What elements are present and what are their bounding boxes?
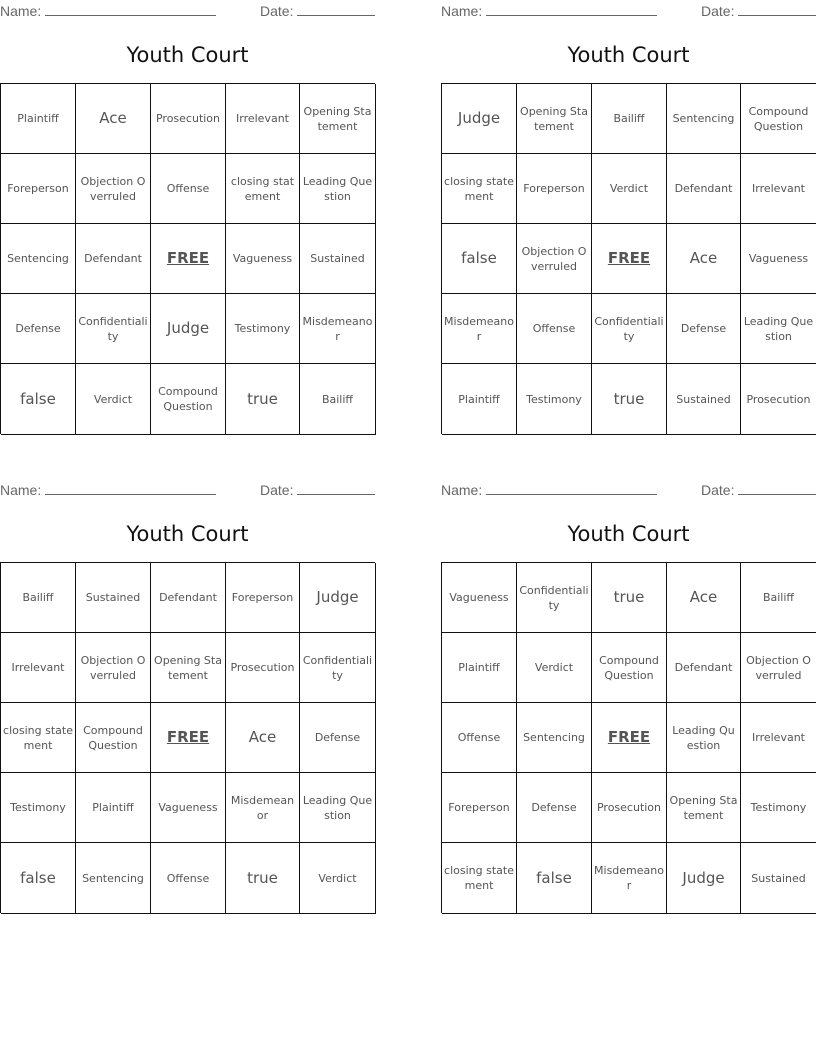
bingo-cell: Compound Question bbox=[741, 84, 816, 154]
free-space-cell: FREE bbox=[151, 703, 226, 773]
bingo-cell: Plaintiff bbox=[1, 84, 76, 154]
bingo-cell: Foreperson bbox=[226, 563, 300, 633]
bingo-cell: Plaintiff bbox=[442, 364, 517, 435]
bingo-cell: Leading Question bbox=[300, 154, 376, 224]
card-header bbox=[441, 0, 816, 22]
bingo-cell: Bailiff bbox=[592, 84, 667, 154]
bingo-cell: Leading Question bbox=[741, 294, 816, 364]
name-label: Name: bbox=[441, 3, 483, 19]
bingo-card-1 bbox=[0, 0, 375, 413]
bingo-cell: false bbox=[517, 843, 592, 914]
bingo-cell: Opening Statement bbox=[667, 773, 741, 843]
bingo-cell: Prosecution bbox=[226, 633, 300, 703]
name-blank-line bbox=[45, 480, 216, 495]
bingo-cell: Foreperson bbox=[1, 154, 76, 224]
bingo-cell: Vagueness bbox=[226, 224, 300, 294]
bingo-cell: Defendant bbox=[151, 563, 226, 633]
bingo-cell: Offense bbox=[517, 294, 592, 364]
bingo-cell: Confidentiality bbox=[592, 294, 667, 364]
bingo-cell: Verdict bbox=[592, 154, 667, 224]
bingo-cell: Sustained bbox=[741, 843, 816, 914]
bingo-cell: Sentencing bbox=[517, 703, 592, 773]
date-label: Date: bbox=[260, 482, 294, 498]
bingo-cell: false bbox=[1, 364, 76, 435]
free-space-cell: FREE bbox=[592, 703, 667, 773]
bingo-card-4 bbox=[441, 479, 816, 892]
bingo-cell: Offense bbox=[151, 154, 226, 224]
card-title: Youth Court bbox=[567, 43, 690, 67]
bingo-cell: Opening Statement bbox=[517, 84, 592, 154]
date-field bbox=[701, 0, 816, 22]
name-field bbox=[441, 0, 657, 22]
bingo-cell: Testimony bbox=[741, 773, 816, 843]
bingo-cell: Judge bbox=[667, 843, 741, 914]
card-header bbox=[0, 479, 375, 501]
bingo-cell: Plaintiff bbox=[76, 773, 151, 843]
bingo-cell: closing statement bbox=[442, 154, 517, 224]
bingo-cell: Irrelevant bbox=[226, 84, 300, 154]
bingo-cell: Objection Overruled bbox=[76, 633, 151, 703]
bingo-cell: Prosecution bbox=[592, 773, 667, 843]
card-header bbox=[0, 0, 375, 22]
bingo-cell: true bbox=[226, 364, 300, 435]
bingo-cell: Defendant bbox=[667, 633, 741, 703]
bingo-cell: false bbox=[442, 224, 517, 294]
bingo-cell: Offense bbox=[151, 843, 226, 914]
bingo-cell: Misdemeanor bbox=[442, 294, 517, 364]
bingo-cell: Compound Question bbox=[76, 703, 151, 773]
bingo-cell: Objection Overruled bbox=[76, 154, 151, 224]
card-title: Youth Court bbox=[567, 522, 690, 546]
bingo-cell: Defense bbox=[300, 703, 376, 773]
bingo-cell: Irrelevant bbox=[741, 154, 816, 224]
name-blank-line bbox=[45, 1, 216, 16]
card-title: Youth Court bbox=[126, 43, 249, 67]
bingo-cell: Confidentiality bbox=[76, 294, 151, 364]
date-field bbox=[701, 479, 816, 501]
bingo-cell: Judge bbox=[300, 563, 376, 633]
card-title: Youth Court bbox=[126, 522, 249, 546]
bingo-cell: Verdict bbox=[300, 843, 376, 914]
bingo-cell: Sentencing bbox=[667, 84, 741, 154]
bingo-cell: Compound Question bbox=[592, 633, 667, 703]
bingo-cell: Objection Overruled bbox=[517, 224, 592, 294]
bingo-cell: Prosecution bbox=[741, 364, 816, 435]
bingo-cell: Defense bbox=[667, 294, 741, 364]
bingo-cell: Opening Statement bbox=[300, 84, 376, 154]
bingo-cell: Ace bbox=[76, 84, 151, 154]
bingo-cell: Testimony bbox=[226, 294, 300, 364]
name-label: Name: bbox=[441, 482, 483, 498]
bingo-cell: Sentencing bbox=[1, 224, 76, 294]
card-header bbox=[441, 479, 816, 501]
bingo-cell: true bbox=[592, 364, 667, 435]
bingo-cell: Compound Question bbox=[151, 364, 226, 435]
bingo-cell: Bailiff bbox=[741, 563, 816, 633]
name-blank-line bbox=[486, 480, 657, 495]
bingo-cell: Misdemeanor bbox=[226, 773, 300, 843]
bingo-card-3 bbox=[0, 479, 375, 887]
bingo-cell: Verdict bbox=[76, 364, 151, 435]
bingo-cell: Defense bbox=[1, 294, 76, 364]
bingo-cell: Irrelevant bbox=[741, 703, 816, 773]
bingo-cell: Vagueness bbox=[442, 563, 517, 633]
bingo-card-2 bbox=[441, 0, 816, 408]
bingo-cell: Confidentiality bbox=[517, 563, 592, 633]
bingo-cell: Confidentiality bbox=[300, 633, 376, 703]
bingo-cell: Judge bbox=[151, 294, 226, 364]
date-blank-line bbox=[297, 480, 375, 495]
name-label: Name: bbox=[0, 482, 42, 498]
bingo-grid bbox=[0, 83, 375, 434]
bingo-cell: closing statement bbox=[442, 843, 517, 914]
date-blank-line bbox=[297, 1, 375, 16]
name-field bbox=[0, 0, 216, 22]
bingo-grid bbox=[441, 562, 816, 913]
name-blank-line bbox=[486, 1, 657, 16]
free-space-cell: FREE bbox=[592, 224, 667, 294]
bingo-cell: Vagueness bbox=[151, 773, 226, 843]
bingo-cell: Ace bbox=[667, 563, 741, 633]
bingo-cell: Defendant bbox=[667, 154, 741, 224]
bingo-cell: Foreperson bbox=[517, 154, 592, 224]
bingo-cell: Prosecution bbox=[151, 84, 226, 154]
bingo-cell: Plaintiff bbox=[442, 633, 517, 703]
bingo-cell: Testimony bbox=[1, 773, 76, 843]
date-label: Date: bbox=[260, 3, 294, 19]
bingo-cell: Objection Overruled bbox=[741, 633, 816, 703]
bingo-cell: Opening Statement bbox=[151, 633, 226, 703]
bingo-cell: Misdemeanor bbox=[300, 294, 376, 364]
bingo-cell: Vagueness bbox=[741, 224, 816, 294]
bingo-cell: Ace bbox=[667, 224, 741, 294]
bingo-cell: Defendant bbox=[76, 224, 151, 294]
date-field bbox=[260, 0, 375, 22]
name-field bbox=[0, 479, 216, 501]
date-label: Date: bbox=[701, 482, 735, 498]
bingo-grid bbox=[441, 83, 816, 434]
date-blank-line bbox=[738, 1, 816, 16]
name-field bbox=[441, 479, 657, 501]
bingo-grid bbox=[0, 562, 375, 913]
bingo-cell: Leading Question bbox=[300, 773, 376, 843]
bingo-cell: Foreperson bbox=[442, 773, 517, 843]
bingo-cell: Judge bbox=[442, 84, 517, 154]
bingo-cell: false bbox=[1, 843, 76, 914]
bingo-cell: Misdemeanor bbox=[592, 843, 667, 914]
bingo-cell: Testimony bbox=[517, 364, 592, 435]
bingo-cell: Bailiff bbox=[300, 364, 376, 435]
bingo-cell: Sustained bbox=[667, 364, 741, 435]
date-field bbox=[260, 479, 375, 501]
bingo-cell: true bbox=[226, 843, 300, 914]
name-label: Name: bbox=[0, 3, 42, 19]
bingo-cell: Offense bbox=[442, 703, 517, 773]
bingo-cell: Defense bbox=[517, 773, 592, 843]
free-space-cell: FREE bbox=[151, 224, 226, 294]
bingo-cell: true bbox=[592, 563, 667, 633]
bingo-cell: Irrelevant bbox=[1, 633, 76, 703]
bingo-cell: Bailiff bbox=[1, 563, 76, 633]
bingo-cell: Leading Question bbox=[667, 703, 741, 773]
bingo-cell: closing statement bbox=[226, 154, 300, 224]
date-label: Date: bbox=[701, 3, 735, 19]
bingo-cell: closing statement bbox=[1, 703, 76, 773]
bingo-cell: Sentencing bbox=[76, 843, 151, 914]
bingo-cell: Sustained bbox=[300, 224, 376, 294]
bingo-cell: Sustained bbox=[76, 563, 151, 633]
bingo-cell: Verdict bbox=[517, 633, 592, 703]
bingo-cell: Ace bbox=[226, 703, 300, 773]
date-blank-line bbox=[738, 480, 816, 495]
